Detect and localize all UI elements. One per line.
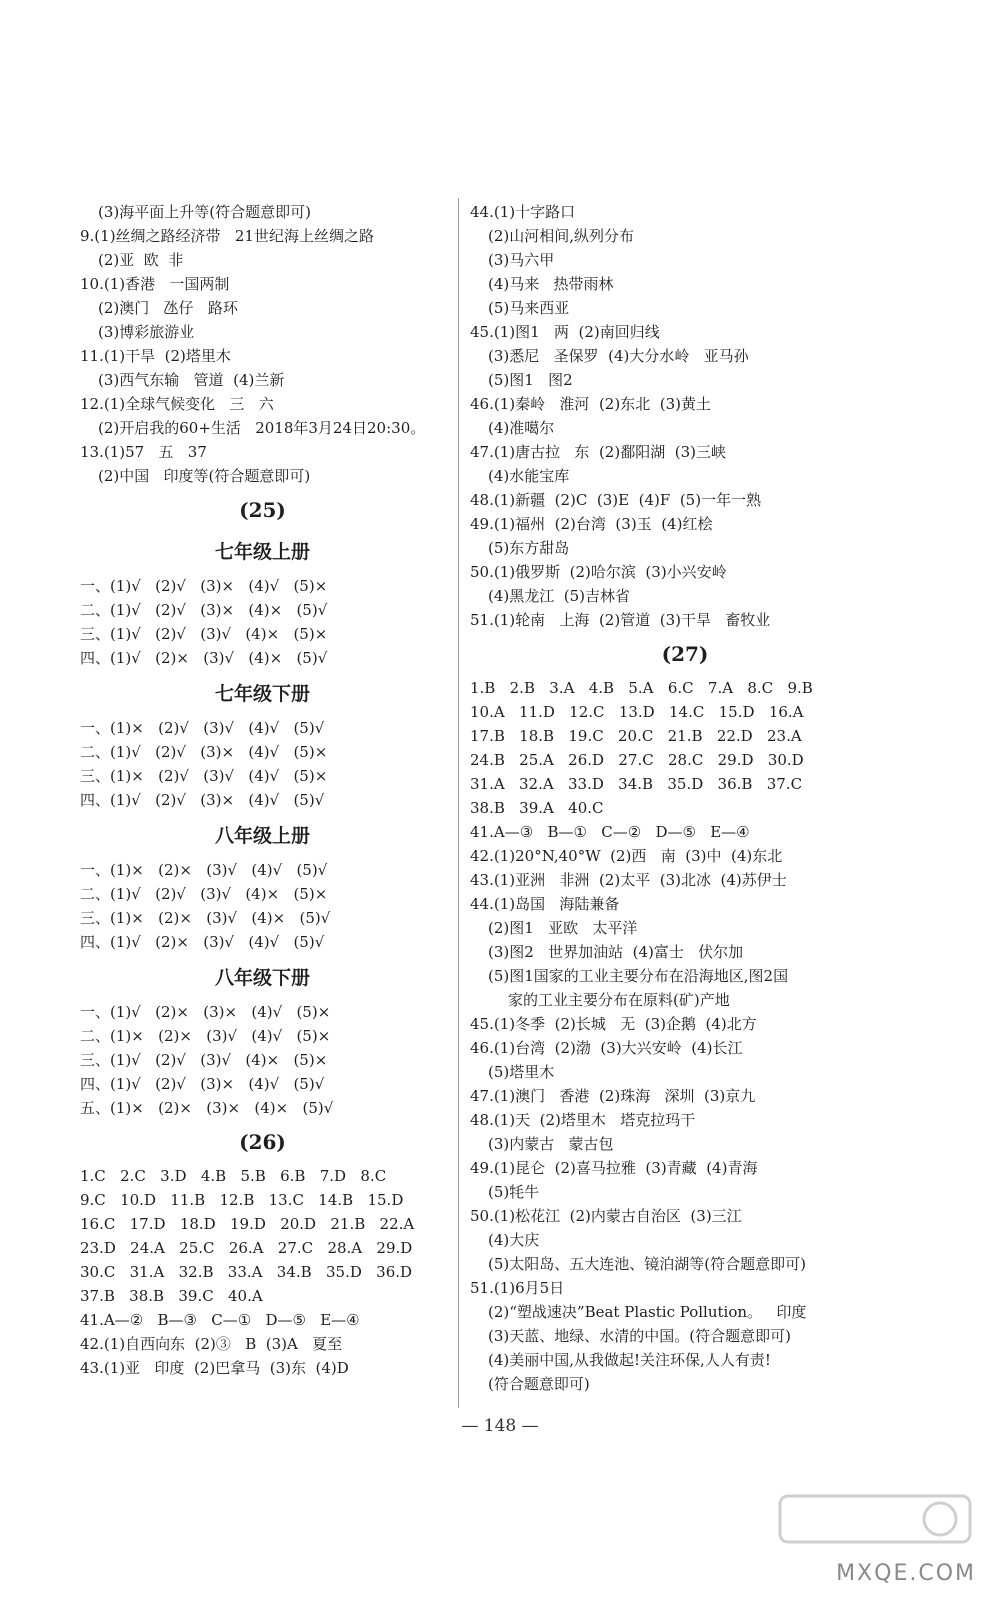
answer-line: (3)内蒙古 蒙古包 xyxy=(488,1135,614,1153)
grade-title: 八年级下册 xyxy=(214,967,310,989)
answer-line: 10.(1)香港 一国两制 xyxy=(80,275,230,293)
answer-line: (5)牦牛 xyxy=(488,1183,540,1201)
answer-line: (5)太阳岛、五大连池、镜泊湖等(符合题意即可) xyxy=(488,1255,806,1273)
answer-line: 44.(1)十字路口 xyxy=(470,203,576,221)
answer-line: 49.(1)福州 (2)台湾 (3)玉 (4)红桧 xyxy=(470,515,713,533)
answer-line: 50.(1)俄罗斯 (2)哈尔滨 (3)小兴安岭 xyxy=(470,563,727,581)
judgement-row: 四、(1)√ (2)× (3)√ (4)× (5)√ xyxy=(80,649,328,667)
judgement-row: 一、(1)√ (2)√ (3)× (4)√ (5)× xyxy=(80,577,328,595)
answer-line: 37.B 38.B 39.C 40.A xyxy=(80,1287,263,1305)
answer-line: 44.(1)岛国 海陆兼备 xyxy=(470,895,620,913)
section-number-27: (27) xyxy=(661,642,709,666)
judgement-row: 四、(1)√ (2)√ (3)× (4)√ (5)√ xyxy=(80,791,325,809)
answer-line: (4)黑龙江 (5)吉林省 xyxy=(488,587,631,605)
judgement-row: 二、(1)√ (2)√ (3)× (4)× (5)√ xyxy=(80,601,328,619)
judgement-row: 一、(1)× (2)√ (3)√ (4)√ (5)√ xyxy=(80,719,325,737)
answer-line: 17.B 18.B 19.C 20.C 21.B 22.D 23.A xyxy=(470,727,802,745)
answer-line: 47.(1)澳门 香港 (2)珠海 深圳 (3)京九 xyxy=(470,1087,756,1105)
answer-line: 12.(1)全球气候变化 三 六 xyxy=(80,395,274,413)
answer-line: (3)博彩旅游业 xyxy=(98,323,195,341)
answer-line: (3)图2 世界加油站 (4)富士 伏尔加 xyxy=(488,943,744,961)
answer-line: 49.(1)昆仑 (2)喜马拉雅 (3)青藏 (4)青海 xyxy=(470,1159,758,1177)
section-26-answers xyxy=(80,1164,445,1380)
answer-line: 51.(1)轮南 上海 (2)管道 (3)干旱 畜牧业 xyxy=(470,611,771,629)
answer-line: 30.C 31.A 32.B 33.A 34.B 35.D 36.D xyxy=(80,1263,413,1281)
answer-line: 43.(1)亚洲 非洲 (2)太平 (3)北冰 (4)苏伊士 xyxy=(470,871,787,889)
answer-line: 9.C 10.D 11.B 12.B 13.C 14.B 15.D xyxy=(80,1191,404,1209)
answer-line: 45.(1)冬季 (2)长城 无 (3)企鹅 (4)北方 xyxy=(470,1015,757,1033)
answer-line: 23.D 24.A 25.C 26.A 27.C 28.A 29.D xyxy=(80,1239,413,1257)
answer-line: 1.C 2.C 3.D 4.B 5.B 6.B 7.D 8.C xyxy=(80,1167,387,1185)
answer-line: (4)大庆 xyxy=(488,1231,540,1249)
judgement-row: 五、(1)× (2)× (3)× (4)× (5)√ xyxy=(80,1099,334,1117)
grade-title: 七年级上册 xyxy=(214,541,310,563)
answer-line: (2)澳门 氹仔 路环 xyxy=(98,299,238,317)
judgement-row: 三、(1)√ (2)√ (3)√ (4)× (5)× xyxy=(80,1051,328,1069)
judgement-row: 二、(1)√ (2)√ (3)× (4)√ (5)× xyxy=(80,743,328,761)
answer-line: 42.(1)20°N,40°W (2)西 南 (3)中 (4)东北 xyxy=(470,847,783,865)
answer-line: 45.(1)图1 两 (2)南回归线 xyxy=(470,323,660,341)
judgement-row: 四、(1)√ (2)× (3)√ (4)√ (5)√ xyxy=(80,933,325,951)
answer-line: 11.(1)干旱 (2)塔里木 xyxy=(80,347,231,365)
answer-line: 13.(1)57 五 37 xyxy=(80,443,207,461)
answer-line: 41.A—② B—③ C—① D—⑤ E—④ xyxy=(80,1311,360,1329)
answer-line: (3)悉尼 圣保罗 (4)大分水岭 亚马孙 xyxy=(488,347,749,365)
answer-line: (2)图1 亚欧 太平洋 xyxy=(488,919,638,937)
judgement-row: 二、(1)√ (2)√ (3)√ (4)× (5)× xyxy=(80,885,328,903)
judgement-row: 三、(1)√ (2)√ (3)√ (4)× (5)× xyxy=(80,625,328,643)
left-top-answers xyxy=(80,200,445,488)
answer-line: (2)开启我的60+生活 2018年3月24日20:30。 xyxy=(98,419,426,437)
answer-line: (3)西气东输 管道 (4)兰新 xyxy=(98,371,285,389)
answer-line: 43.(1)亚 印度 (2)巴拿马 (3)东 (4)D xyxy=(80,1359,349,1377)
answer-line: (3)天蓝、地绿、水清的中国。(符合题意即可) xyxy=(488,1327,791,1345)
answer-line: 16.C 17.D 18.D 19.D 20.D 21.B 22.A xyxy=(80,1215,415,1233)
answer-line: (4)水能宝库 xyxy=(488,467,570,485)
answer-line: (2)亚 欧 非 xyxy=(98,251,184,269)
answer-line: 46.(1)台湾 (2)渤 (3)大兴安岭 (4)长江 xyxy=(470,1039,743,1057)
left-column xyxy=(80,200,445,1380)
answer-line: (2)山河相间,纵列分布 xyxy=(488,227,635,245)
answer-line: 51.(1)6月5日 xyxy=(470,1279,565,1297)
answer-line: (2)“塑战速决”Beat Plastic Pollution。 印度 xyxy=(488,1303,807,1321)
answer-line: 41.A—③ B—① C—② D—⑤ E—④ xyxy=(470,823,750,841)
answer-line: (3)马六甲 xyxy=(488,251,555,269)
judgement-row: 一、(1)√ (2)× (3)× (4)√ (5)× xyxy=(80,1003,331,1021)
right-column xyxy=(470,200,900,1396)
answer-line: 10.A 11.D 12.C 13.D 14.C 15.D 16.A xyxy=(470,703,804,721)
answer-line: (5)图1国家的工业主要分布在沿海地区,图2国 xyxy=(488,967,789,985)
judgement-row: 一、(1)× (2)× (3)√ (4)√ (5)√ xyxy=(80,861,328,879)
section-number-25: (25) xyxy=(239,498,286,522)
grade-sections xyxy=(80,534,445,1120)
grade-title: 八年级上册 xyxy=(214,825,310,847)
right-top-answers xyxy=(470,200,900,632)
answer-line: (2)中国 印度等(符合题意即可) xyxy=(98,467,311,485)
answer-line: (5)马来西亚 xyxy=(488,299,570,317)
judgement-row: 三、(1)× (2)√ (3)√ (4)√ (5)× xyxy=(80,767,328,785)
judgement-row: 二、(1)× (2)× (3)√ (4)√ (5)× xyxy=(80,1027,331,1045)
answer-line: (4)美丽中国,从我做起!关注环保,人人有责! xyxy=(488,1351,771,1369)
column-divider xyxy=(458,198,459,1408)
section-number-26: (26) xyxy=(239,1130,286,1154)
answer-line: 1.B 2.B 3.A 4.B 5.A 6.C 7.A 8.C 9.B xyxy=(470,679,813,697)
answer-line: 家的工业主要分布在原料(矿)产地 xyxy=(508,991,730,1009)
answer-line: 31.A 32.A 33.D 34.B 35.D 36.B 37.C xyxy=(470,775,803,793)
answer-line: 9.(1)丝绸之路经济带 21世纪海上丝绸之路 xyxy=(80,227,374,245)
answer-line: 38.B 39.A 40.C xyxy=(470,799,604,817)
answer-line: 47.(1)唐古拉 东 (2)鄱阳湖 (3)三峡 xyxy=(470,443,726,461)
judgement-row: 四、(1)√ (2)√ (3)× (4)√ (5)√ xyxy=(80,1075,325,1093)
section-27-answers xyxy=(470,676,900,1396)
answer-line: (5)东方甜岛 xyxy=(488,539,570,557)
answer-line: 42.(1)自西向东 (2)③ B (3)A 夏至 xyxy=(80,1335,343,1353)
answer-line: (4)马来 热带雨林 xyxy=(488,275,614,293)
answer-line: (3)海平面上升等(符合题意即可) xyxy=(98,203,311,221)
watermark-text: MXQE.COM xyxy=(836,1561,976,1586)
answer-line: (5)塔里木 xyxy=(488,1063,555,1081)
answer-line: (符合题意即可) xyxy=(488,1375,590,1393)
answer-line: 46.(1)秦岭 淮河 (2)东北 (3)黄土 xyxy=(470,395,711,413)
answer-line: 48.(1)新疆 (2)C (3)E (4)F (5)一年一熟 xyxy=(470,491,762,509)
answer-line: 24.B 25.A 26.D 27.C 28.C 29.D 30.D xyxy=(470,751,804,769)
grade-title: 七年级下册 xyxy=(214,683,310,705)
answer-line: (5)图1 图2 xyxy=(488,371,573,389)
answer-line: 48.(1)天 (2)塔里木 塔克拉玛干 xyxy=(470,1111,696,1129)
page-number: — 148 — xyxy=(461,1416,539,1436)
answer-line: (4)准噶尔 xyxy=(488,419,555,437)
judgement-row: 三、(1)× (2)× (3)√ (4)× (5)√ xyxy=(80,909,331,927)
answer-line: 50.(1)松花江 (2)内蒙古自治区 (3)三江 xyxy=(470,1207,742,1225)
